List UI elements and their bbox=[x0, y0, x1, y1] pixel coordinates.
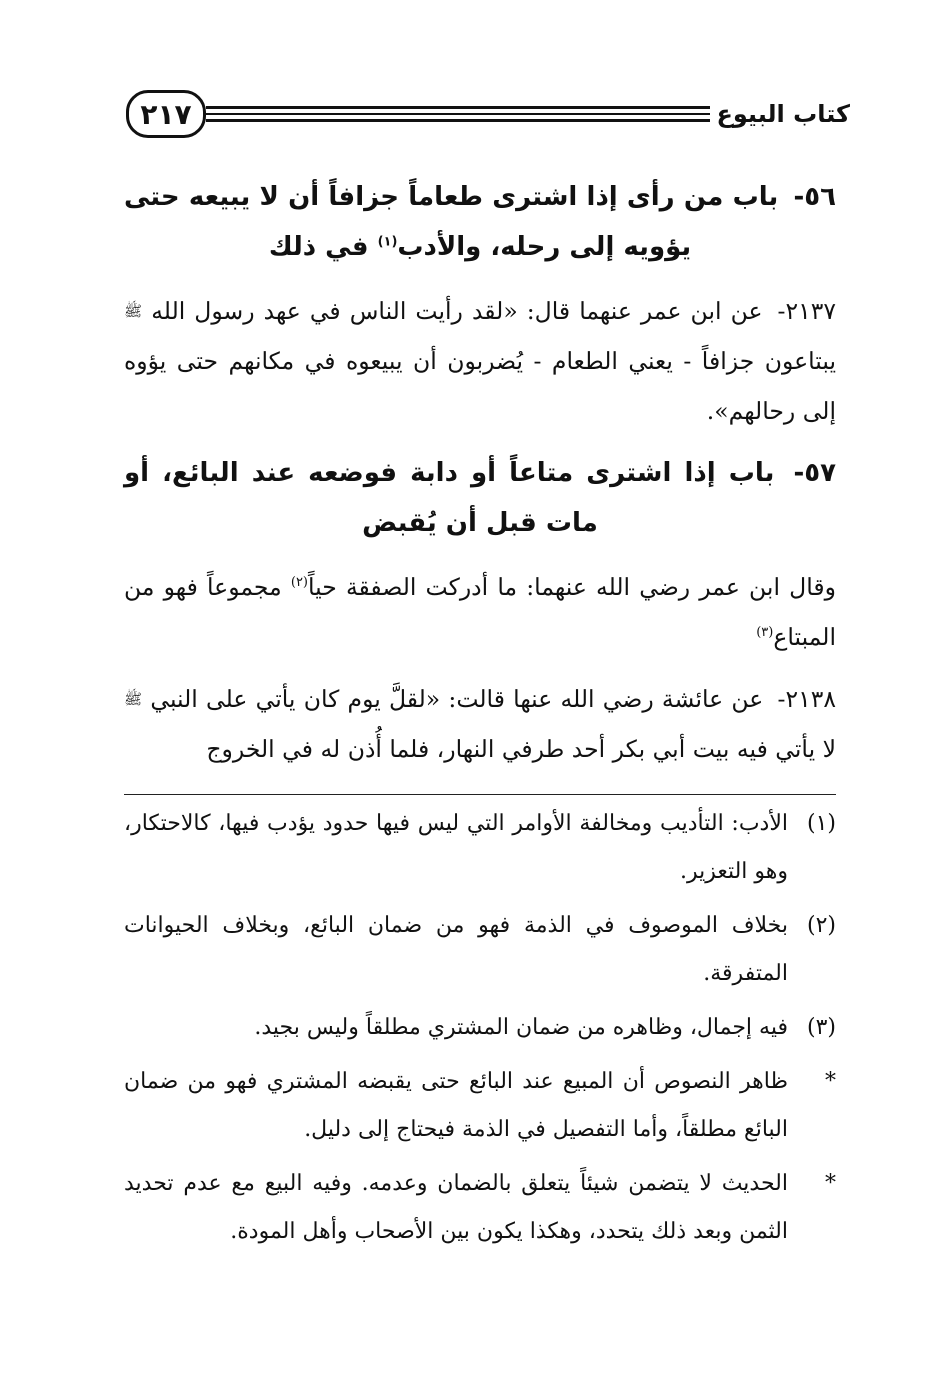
chapter-heading-57 bbox=[124, 448, 836, 548]
footnote-text: بخلاف الموصوف في الذمة فهو من ضمان البائع، وبخلاف الحيوانات المتفرقة. bbox=[124, 913, 788, 986]
footnote-ref[interactable]: (١) bbox=[377, 234, 398, 250]
footnote-ref[interactable]: (٣) bbox=[756, 625, 774, 641]
footnote-3 bbox=[124, 1004, 836, 1052]
footnote-text: فيه إجمال، وظاهره من ضمان المشتري مطلقاً وليس بجيد. bbox=[254, 1015, 788, 1040]
header-rule bbox=[206, 106, 710, 122]
footnote-text: ظاهر النصوص أن المبيع عند البائع حتى يقبضه المشتري فهو من ضمان البائع مطلقاً، وأما التفصيل في الذمة فيحتاج إلى دليل. bbox=[124, 1069, 788, 1142]
chapter-heading-56 bbox=[124, 172, 836, 272]
chapter-title: باب إذا اشترى متاعاً أو دابة فوضعه عند البائع، أو مات قبل أن يُقبض bbox=[124, 458, 775, 538]
footnote-marker: (٣) bbox=[806, 1015, 836, 1040]
book-title: كتاب البيوع bbox=[716, 100, 850, 128]
footnote-marker: (٢) bbox=[806, 913, 836, 938]
footnote-marker: (١) bbox=[806, 811, 836, 836]
hadith-number: ٢١٣٧- bbox=[777, 297, 836, 325]
chapter-title: باب من رأى إذا اشترى طعاماً جزافاً أن لا يبيعه حتى يؤويه إلى رحله، والأدب bbox=[124, 182, 779, 262]
hadith-text-continued: لا يأتي فيه بيت أبي بكر أحد طرفي النهار، فلما أُذن له في الخروج bbox=[206, 735, 836, 763]
saying-text: وقال ابن عمر رضي الله عنهما: ما أدركت الصفقة حياً bbox=[308, 573, 836, 601]
chapter-title-end: في ذلك bbox=[268, 232, 378, 262]
annotation-note-1 bbox=[124, 1058, 836, 1154]
chapter-number: ٥٦- bbox=[793, 182, 836, 212]
main-text bbox=[124, 172, 836, 786]
footnote-2 bbox=[124, 902, 836, 998]
chapter-number: ٥٧- bbox=[793, 458, 836, 488]
hadith-text: عن ابن عمر عنهما قال: «لقد رأيت الناس في عهد رسول الله bbox=[151, 297, 763, 325]
hadith-text: عن عائشة رضي الله عنها قالت: «لقلَّ يوم كان يأتي على النبي bbox=[150, 685, 764, 713]
hadith-number: ٢١٣٨- bbox=[777, 685, 836, 713]
ibn-umar-saying bbox=[124, 562, 836, 662]
running-header bbox=[118, 88, 850, 150]
footnote-text: الأدب: التأديب ومخالفة الأوامر التي ليس فيها حدود يؤدب فيها، كالاحتكار، وهو التعزير. bbox=[124, 811, 788, 884]
page-number: ٢١٧ bbox=[126, 90, 206, 138]
salutation-symbol: ﷺ bbox=[124, 690, 143, 708]
footnote-divider bbox=[124, 794, 836, 795]
footnote-text: الحديث لا يتضمن شيئاً يتعلق بالضمان وعدمه. وفيه البيع مع عدم تحديد الثمن وبعد ذلك يتحدد، وهكذا يكون بين الأصحاب وأهل المودة. bbox=[124, 1171, 788, 1244]
footnote-1 bbox=[124, 800, 836, 896]
salutation-symbol: ﷺ bbox=[124, 302, 143, 320]
asterisk-marker: * bbox=[825, 1069, 836, 1094]
saying-text-continued: مجموعاً فهو من المبتاع bbox=[124, 573, 836, 651]
hadith-2137 bbox=[124, 286, 836, 436]
hadith-2138 bbox=[124, 674, 836, 774]
footnote-ref[interactable]: (٢) bbox=[290, 575, 308, 591]
annotation-note-2 bbox=[124, 1160, 836, 1256]
hadith-text-continued: يبتاعون جزافاً - يعني الطعام - يُضربون أن يبيعوه في مكانهم حتى يؤوه إلى رحالهم». bbox=[124, 347, 836, 425]
footnotes bbox=[124, 800, 836, 1262]
asterisk-marker: * bbox=[825, 1171, 836, 1196]
